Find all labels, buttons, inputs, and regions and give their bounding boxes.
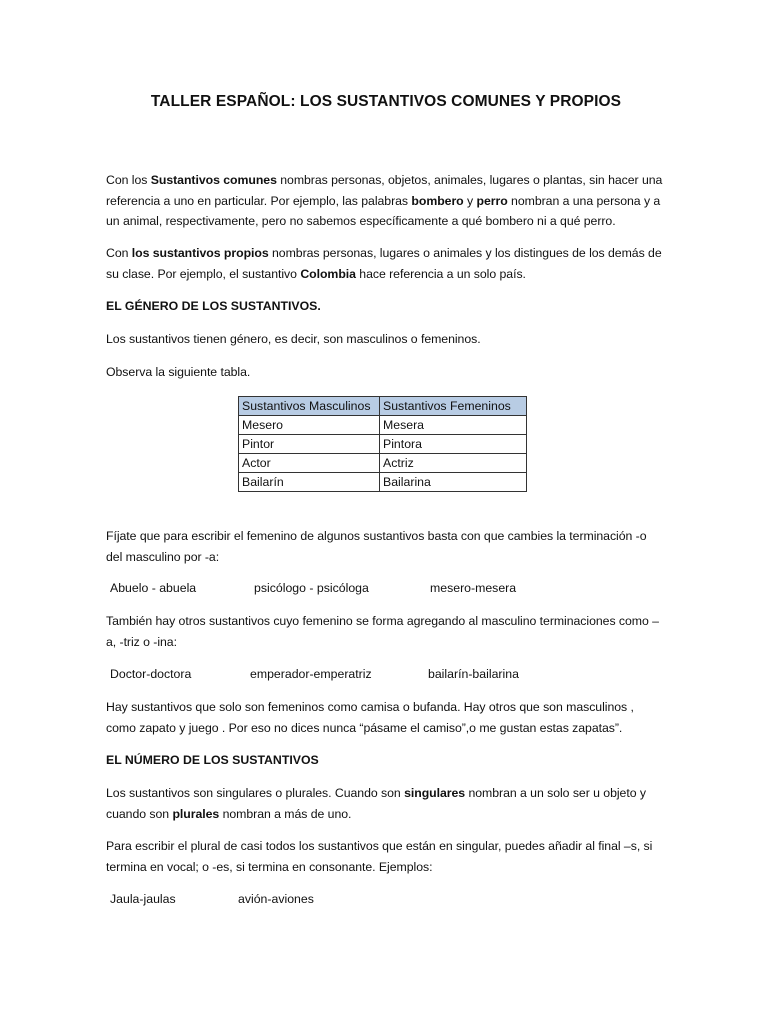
paragraph-common-nouns [106, 170, 666, 232]
paragraph-plural: Para escribir el plural de casi todos los sustantivos que están en singular, puedes añadir al final –s, si termina en vocal; o -es, si termina en consonante. Ejemplos: [106, 839, 653, 874]
example-item: bailarín-bailarina [428, 667, 519, 681]
paragraph-numero [106, 783, 666, 824]
text-run: nombran a un solo ser u objeto y cuando son [106, 786, 646, 821]
table-cell: Bailarín [239, 473, 380, 492]
table-row [239, 435, 527, 454]
paragraph-observa: Observa la siguiente tabla. [106, 365, 251, 379]
text-run: Los sustantivos son singulares o plurales. Cuando son [106, 786, 405, 800]
bold-term-sustantivos-comunes: Sustantivos comunes [150, 173, 277, 187]
paragraph-hay: Hay sustantivos que solo son femeninos como camisa o bufanda. Hay otros que son masculinos , como zapato y juego . Por eso no dices nunca “pásame el camiso”,o me gustan estas zapatas”. [106, 700, 634, 735]
text-run: Con los [106, 173, 151, 187]
table-cell: Mesera [380, 416, 527, 435]
paragraph-fijate: Fíjate que para escribir el femenino de algunos sustantivos basta con que cambies la terminación -o del masculino por -a: [106, 529, 647, 564]
table-header-masculinos: Sustantivos Masculinos [239, 397, 380, 416]
bold-term-bombero: bombero [411, 193, 464, 208]
table-cell: Actor [239, 454, 380, 473]
paragraph-tambien: También hay otros sustantivos cuyo femenino se forma agregando al masculino terminaciones como –a, -triz o -ina: [106, 614, 659, 649]
example-item: psicólogo - psicóloga [254, 581, 369, 595]
gender-table [238, 396, 527, 492]
table-header-row [239, 397, 527, 416]
document-title: TALLER ESPAÑOL: LOS SUSTANTIVOS COMUNES Y PROPIOS [150, 93, 622, 110]
table-cell: Pintora [380, 435, 527, 454]
example-item: mesero-mesera [430, 581, 517, 595]
heading-numero: EL NÚMERO DE LOS SUSTANTIVOS [106, 753, 319, 767]
table-header-femeninos: Sustantivos Femeninos [380, 397, 527, 416]
bold-term-sustantivos-propios: los sustantivos propios [131, 246, 269, 260]
paragraph-genero: Los sustantivos tienen género, es decir, son masculinos o femeninos. [106, 332, 481, 346]
table-cell: Mesero [239, 416, 380, 435]
table-cell: Pintor [239, 435, 380, 454]
bold-term-perro: perro [476, 193, 508, 208]
table-cell: Actriz [380, 454, 527, 473]
bold-term-singulares: singulares [404, 786, 466, 800]
text-run: Con [106, 246, 132, 260]
text-run: nombran a una persona y a un animal, respectivamente, pero no sabemos específicamente a qué bombero ni a qué perro. [106, 193, 661, 228]
bold-term-plurales: plurales [172, 806, 220, 821]
example-item: Abuelo - abuela [110, 581, 197, 595]
example-item: avión-aviones [238, 892, 314, 906]
table-cell: Bailarina [380, 473, 527, 492]
table-row [239, 454, 527, 473]
paragraph-proper-nouns [106, 243, 666, 284]
table-row [239, 473, 527, 492]
text-run: y [463, 193, 477, 208]
text-run: nombras personas, objetos, animales, lugares o plantas, sin hacer una referencia a uno en particular. Por ejemplo, las palabras [106, 173, 663, 208]
text-run: nombras personas, lugares o animales y los distingues de los demás de su clase. Por ejemplo, el sustantivo [106, 246, 662, 281]
text-run: hace referencia a un solo país. [355, 266, 526, 281]
table-row [239, 416, 527, 435]
example-item: emperador-emperatriz [250, 667, 372, 681]
example-item: Doctor-doctora [110, 667, 192, 681]
text-run: nombran a más de uno. [219, 806, 352, 821]
example-item: Jaula-jaulas [110, 892, 176, 906]
bold-term-colombia: Colombia [300, 266, 356, 281]
heading-genero: EL GÉNERO DE LOS SUSTANTIVOS. [106, 299, 321, 313]
